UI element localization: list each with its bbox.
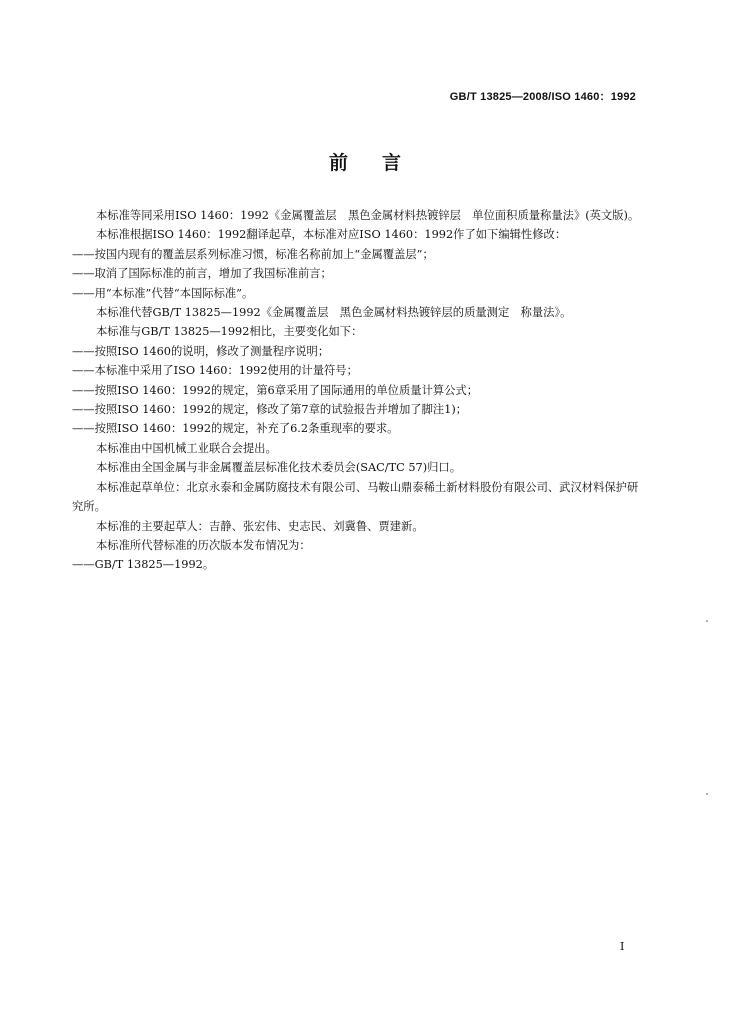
paragraph-drafting-units: 本标准起草单位：北京永泰和金属防腐技术有限公司、马鞍山鼎泰稀土新材料股份有限公司、武汉材料保护研究所。	[72, 480, 639, 514]
list-item-report: ——按照ISO 1460：1992的规定，修改了第7章的试验报告并增加了脚注1)；	[72, 403, 468, 417]
scan-speck	[706, 793, 708, 795]
paragraph-changes-intro: 本标准与GB/T 13825—1992相比，主要变化如下：	[96, 325, 363, 339]
paragraph-adoption: 本标准等同采用ISO 1460：1992《金属覆盖层 黑色金属材料热镀锌层 单位面积质量称量法》(英文版)。	[96, 209, 640, 222]
scan-speck	[706, 620, 708, 622]
paragraph-translation: 本标准根据ISO 1460：1992翻译起草，本标准对应ISO 1460：1992作了如下编辑性修改：	[96, 228, 567, 242]
list-item-wording: ——用“本标准”代替“本国际标准”。	[72, 286, 254, 300]
paragraph-responsible: 本标准由全国金属与非金属覆盖层标准化技术委员会(SAC/TC 57)归口。	[96, 461, 462, 475]
paragraph-proposed-by: 本标准由中国机械工业联合会提出。	[96, 441, 277, 455]
paragraph-drafters: 本标准的主要起草人：吉静、张宏伟、史志民、刘冀鲁、贾建新。	[96, 519, 424, 533]
list-item-history: ——GB/T 13825—1992。	[72, 558, 215, 572]
page-number: I	[620, 940, 625, 953]
list-item-reproducibility: ——按照ISO 1460：1992的规定，补充了6.2条重现率的要求。	[72, 422, 399, 436]
list-item-foreword: ——取消了国际标准的前言，增加了我国标准前言；	[72, 267, 332, 281]
standard-code-header: GB/T 13825—2008/ISO 1460：1992	[449, 91, 636, 103]
list-item-symbols: ——本标准中采用了ISO 1460：1992使用的计量符号；	[72, 364, 358, 378]
paragraph-replaces: 本标准代替GB/T 13825—1992《金属覆盖层 黑色金属材料热镀锌层的质量测定 称量法》。	[96, 306, 572, 320]
paragraph-history-intro: 本标准所代替标准的历次版本发布情况为：	[96, 538, 311, 552]
page-title: 前言	[328, 152, 435, 174]
list-item-title-prefix: ——按国内现有的覆盖层系列标准习惯，标准名称前加上“金属覆盖层”；	[72, 247, 434, 261]
document-body	[72, 206, 642, 575]
list-item-procedure: ——按照ISO 1460的说明，修改了测量程序说明；	[72, 344, 330, 358]
list-item-formula: ——按照ISO 1460：1992的规定，第6章采用了国际通用的单位质量计算公式；	[72, 383, 479, 397]
